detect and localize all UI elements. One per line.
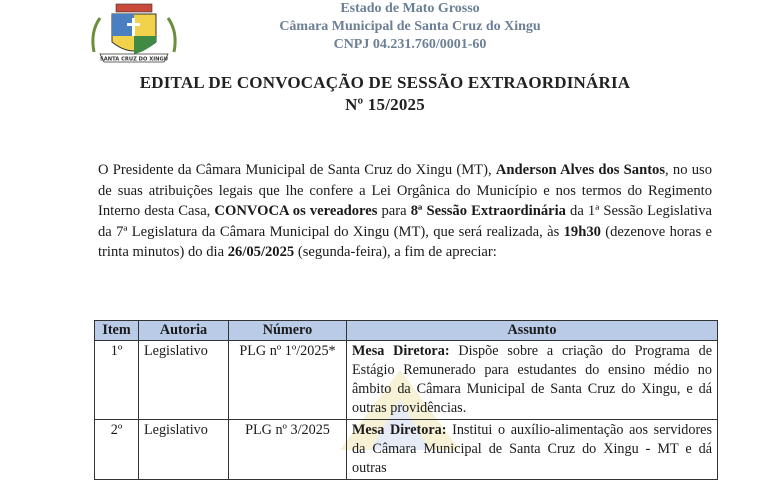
para-text: , no uso de suas atribuições legais que lhe confere a Lei Orgânica do Município e nos termos do Regimento Interno desta Casa, (98, 162, 713, 219)
convocation-paragraph (98, 160, 712, 263)
col-header-autoria: Autoria (139, 321, 229, 341)
col-header-numero: Número (229, 321, 347, 341)
row-autoria: Legislativo (139, 420, 229, 480)
document-title: EDITAL DE CONVOCAÇÃO DE SESSÃO EXTRAORDINÁRIA (139, 73, 631, 92)
municipal-crest-logo (86, 2, 182, 66)
row-assunto (347, 341, 718, 420)
row-item: 1º (95, 341, 139, 420)
assunto-label: Mesa Diretora: (352, 422, 447, 438)
row-autoria: Legislativo (139, 341, 229, 420)
table-row (95, 341, 718, 420)
session-name: 8ª Sessão Extraordinária (410, 203, 566, 219)
row-item: 2º (95, 420, 139, 480)
table-header-row (95, 321, 718, 341)
para-text: para (377, 203, 411, 219)
row-numero: PLG nº 3/2025 (229, 420, 347, 480)
col-header-item: Item (95, 321, 139, 341)
para-text: O Presidente da Câmara Municipal de Santa Cruz do Xingu (MT), (98, 162, 496, 178)
assunto-text: Dispõe sobre a criação do Programa de Estágio Remunerado para estudantes do ensino médio no âmbito da Câmara Municipal de Santa Cruz do Xingu, e dá outras providências. (352, 343, 713, 416)
document-number: Nº 15/2025 (345, 95, 425, 114)
agenda-table (94, 320, 718, 480)
session-date: 26/05/2025 (227, 244, 295, 260)
header-cnpj: CNPJ 04.231.760/0001-60 (333, 37, 487, 52)
para-text: (dezenove horas e trinta minutos) do dia (98, 223, 712, 260)
para-text: (segunda-feira), a fim de apreciar: (294, 244, 497, 260)
session-time: 19h30 (563, 223, 601, 240)
row-numero: PLG nº 1º/2025* (229, 341, 347, 420)
para-text: da 1ª Sessão Legislativa da 7ª Legislatura da Câmara Municipal do Xingu (MT), que será realizada, às (98, 203, 712, 240)
col-header-assunto: Assunto (347, 321, 718, 341)
header-state: Estado de Mato Grosso (340, 1, 480, 16)
president-name: Anderson Alves dos Santos (495, 162, 666, 178)
convoca-text: CONVOCA os vereadores (214, 203, 378, 219)
assunto-label: Mesa Diretora: (352, 343, 450, 359)
assunto-text: Institui o auxílio-alimentação aos servidores da Câmara Municipal de Santa Cruz do Xingu - MT e dá outras (352, 422, 712, 476)
crest-banner-text: SANTA CRUZ DO XINGU (100, 56, 168, 63)
header-chamber: Câmara Municipal de Santa Cruz do Xingu (279, 19, 541, 34)
